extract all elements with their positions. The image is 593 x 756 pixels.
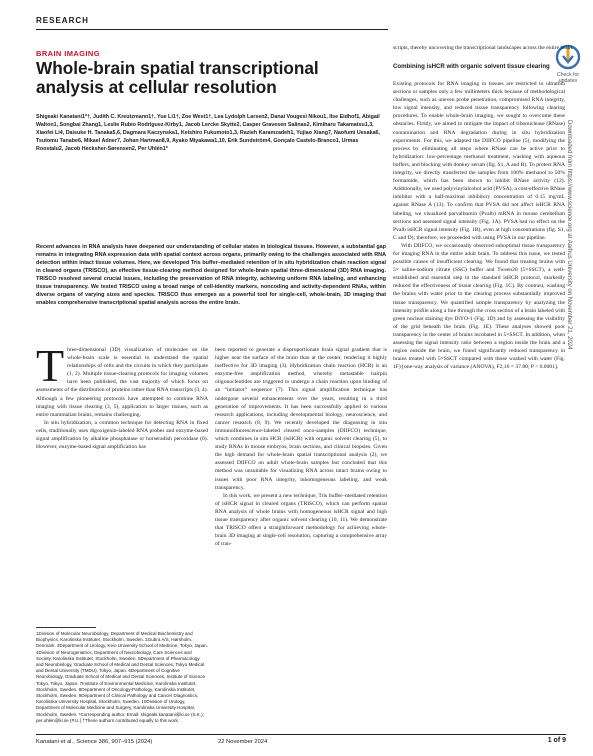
check-for-updates-label[interactable]: Check for updates: [556, 72, 580, 84]
section-label: RESEARCH: [36, 16, 89, 25]
affiliations-footnotes: 1Division of Molecular Neurobiology, Department of Medical Biochemistry and Biophysics, Karolinska Institutet, Stockholm, Sweden. 2Gubra A/S, Hørsholm, Denmark. 3Department of Urology, Keio University School of Medicine, Tokyo, Japan. 4Division of Neurogeriatrics, Department of Neurobiology, Care Sciences and Society, Karolinska Institutet, Stockholm, Sweden. 5Department of Pharmacology and Neurobiology, Graduate School of Medical and Dental Sciences, Tokyo Medical and Dental University (TMDU), Tokyo, Japan. 6Department of Cognitive Neurobiology, Graduate School of Medical and Dental Sciences, Institute of Science Tokyo, Tokyo, Japan. 7Institute of Environmental Medicine, Karolinska Institutet, Stockholm, Sweden. 8Department of Oncology-Pathology, Karolinska Institutet, Stockholm, Sweden. 9Department of Clinical Pathology and Cancer Diagnostics, Karolinska University Hospital, Stockholm, Sweden. 10Division of Urology, Department of Molecular Medicine and Surgery, Karolinska University Hospital, Stockholm, Sweden. *Corresponding author. Email: shigeaki.kanatani@ki.se (S.K.); per.uhlen@ki.se (P.U.) †These authors contributed equally to this work.: [36, 631, 208, 723]
author-list: Shigeaki Kanatani1*†, Judith C. Kreutzmann1†, Yue Li1†, Zoe West1†, Lea Lydolph Larsen2, Danai Vougesi Nikou1, Ilse Eidhof1, Abigail Walton1, Songbai Zhang1, Leslie Rubio Rodriguez-Kirby1, Jacob Lercke Skytte2, Casper Gravesen Salinas2, Kimiharu Takamatsu1,3, Xiaofei Li4, Daisuke H. Tanaka5,6, Dagmara Kaczynska1, Keishiro Fukumoto1,3, Razieh Karamzadeh1, Yujiao Xiang7, Naofumi Uesaka6, Tsutomu Tanabe6, Mikael Adner7, Johan Hartman8,9, Ayako Miyakawa1,10, Erik Sundström4, Gonçalo Castelo-Branco1, Urmas Roostalu2, Jacob Hecksher-Sørensen2, Per Uhlén1*: [36, 114, 381, 152]
footer-date: 22 November 2024: [218, 739, 268, 745]
abstract: Recent advances in RNA analysis have deepened our understanding of cellular states in biological tissues. However, a substantial gap remains in integrating RNA expression data with spatial context across organs, primarily owing to the challenges associated with RNA detection within intact tissue volumes. Here, we developed Tris buffer–mediated retention of in situ hybridization chain reaction signal in cleared organs (TRISCO), an effective tissue-clearing method designed for whole-brain spatial three-dimensional (3D) RNA imaging. TRISCO resolved several crucial issues, including the preservation of RNA integrity, achieving uniform RNA labeling, and enhancing tissue transparency. We tested TRISCO using a broad range of cell-identity markers, noncoding and activity-dependent RNAs, within diverse organs of varying sizes and species. TRISCO thus emerges as a powerful tool for single-cell, whole-brain, 3D imaging that enables comprehensive transcriptional spatial analysis across the entire brain.: [36, 244, 386, 306]
download-watermark: Downloaded from https://www.science.org at Aarhus University on November 21, 2024: [566, 120, 572, 350]
paragraph: Existing protocols for RNA imaging in tissues are restricted to ultrathin sections or samples only a few millimeters thick because of methodological challenges, such as uneven probe penetration, compromised RNA integrity, low signal intensity, and reduced tissue transparency following clearing procedures. To enable whole-brain imaging, we sought to overcome these obstacles. Firstly, we aimed to mitigate the impact of ribonuclease (RNase) contamination and RNA degradation during in situ hybridization experiments. For this, we adapted the DIIFCO pipeline (5), modifying the process by eliminating all steps where RNase can be active prior to hybridization: low-percentage methanol treatment, washing with aqueous buffers, and blocking with donkey serum (fig. S1, A and B). To protect RNA integrity, we directly transferred the samples from 100% methanol to 50% formamide, which has been shown to inhibit RNase activity (12). Additionally, we used polyvinylalcohol acid (PVSA), a cost-effective RNase inhibitor with a half-maximal inhibitory concentration of 0.15 mg/mL against RNase A (13). To confirm that PVSA did not affect isHCR RNA labeling, we visualized parvalbumin (Pvalb) mRNA in mouse cerebellum sections and assessed signal intensity (Fig. 1A). PVSA had no effect on the Pvalb isHCR signal intensity (Fig. 1B), even at high concentrations (fig. S1, C and D); therefore, we proceeded with using PVSA in our pipeline.: [393, 81, 565, 241]
paragraph: In this work, we present a new technique, Tris buffer–mediated retention of isHCR signal in cleared organs (TRISCO), which can perform spatial RNA analysis of whole brains with homogeneous isHCR signal and high tissue transparency after organic solvent clearing (10, 11). We demonstrate that TRISCO offers a straightforward methodology for achieving whole-brain 3D imaging at single-cell resolution, capturing a comprehensive array of tran-: [215, 492, 387, 548]
footer-citation: Kanatani et al., Science 386, 907–915 (2024): [36, 739, 153, 745]
paragraph: hree-dimensional (3D) visualization of molecules on the whole-brain scale is essential to understand the spatial relationships of cells and the circuits in which they participate (1, 2). Multiple tissue-clearing protocols for imaging volumes have been published, the vast majority of which focus on assessments of the distribution of proteins rather than RNA transcripts (3, 4). Although a few pioneering protocols have attempted to combine RNA imaging with tissue clearing (3, 5), application to larger tissues, such as entire mammalian brains, remains challenging.: [36, 347, 208, 418]
page-number: 1 of 9: [547, 737, 566, 744]
body-column-1: [36, 340, 208, 451]
header-rule: [36, 29, 388, 30]
drop-cap: T: [36, 340, 65, 391]
body-column-2: [215, 346, 387, 548]
paragraph: In situ hybridization, a common technique for detecting RNA in fixed cells, traditionally uses digoxigenin-labeled RNA probes and enzyme-based signal amplification by alkaline phosphatase or horseradish peroxidase (6). However, enzyme-based signal amplification has: [36, 419, 208, 451]
paragraph: been reported to generate a disproportionate brain signal gradient that is higher near the surface of the brain than at the center, rendering it highly ineffective for 3D imaging (3). Hybridization chain reaction (HCR) is an enzyme-free amplification method, whereby metastable hairpin oligonucleotides are triggered to undergo a chain reaction upon binding of an “initiator” sequence (7). This signal amplification technique has undergone several enhancements over the years, resulting in a third generation of improvements. It has been successfully applied to various research applications, including developmental biology, neuroscience, and cancer research (8, 9). We recently developed the diagnosing in situ immunofluorescence-labeled cleared onco-samples (DIIFCO) technique, which combines in situ HCR (isHCR) with organic solvent clearing (5), to study RNAs in mouse embryos, brain sections, and clinical biopsies. Given the high demand for whole-brain spatial transcriptional analysis (2), we assessed DIIFCO on adult whole-brain samples but concluded that this method was unsuitable for visualizing RNA across intact brains owing to issues with poor RNA integrity, inhomogeneous labeling, and weak transparency.: [215, 347, 387, 491]
footnote-rule: [36, 627, 96, 628]
continued-text: scripts, thereby uncovering the transcriptional landscapes across the entire brain.: [393, 45, 574, 51]
section-subheading: Combining isHCR with organic solvent tissue clearing: [393, 63, 550, 70]
article-kicker: BRAIN IMAGING: [36, 49, 100, 58]
body-column-3: [393, 80, 565, 371]
paragraph: With DIIFCO, we occasionally observed suboptimal tissue transparency for imaging RNA in the entire adult brain. To address this issue, we tested possible causes of insufficient clearing. We found that treating brains with 5× saline-sodium citrate (SSC) buffer and Tween20 (5×SSCT), a well-established and essential step in the standard isHCR protocol, markedly reduced the effectiveness of tissue clearing (Fig. 1C). By contrast, washing the brains with water prior to the clearing process substantially improved tissue transparency. We quantified sample transparency by analyzing the intensity profile along a line through the cross section of a brain labeled with green nuclear staining dye DiYO-1 (Fig. 1D) and by assessing the visibility of the grid beneath the brain (Fig. 1E). These analyses showed poor transparency in the center of brains incubated in 5×SSCT. In addition, when assessing the signal intensity ratio between a region inside the brain and a region outside the brain, we found significantly reduced transparency in brains treated with 5×SSCT compared with those washed with water (Fig. 1F) [one-way analysis of variance (ANOVA), F2,16 = 37.80, P < 0.0001].: [393, 242, 565, 371]
article-title: Whole-brain spatial transcriptional analysis at cellular resolution: [36, 58, 319, 97]
footer-rule: [36, 734, 566, 735]
